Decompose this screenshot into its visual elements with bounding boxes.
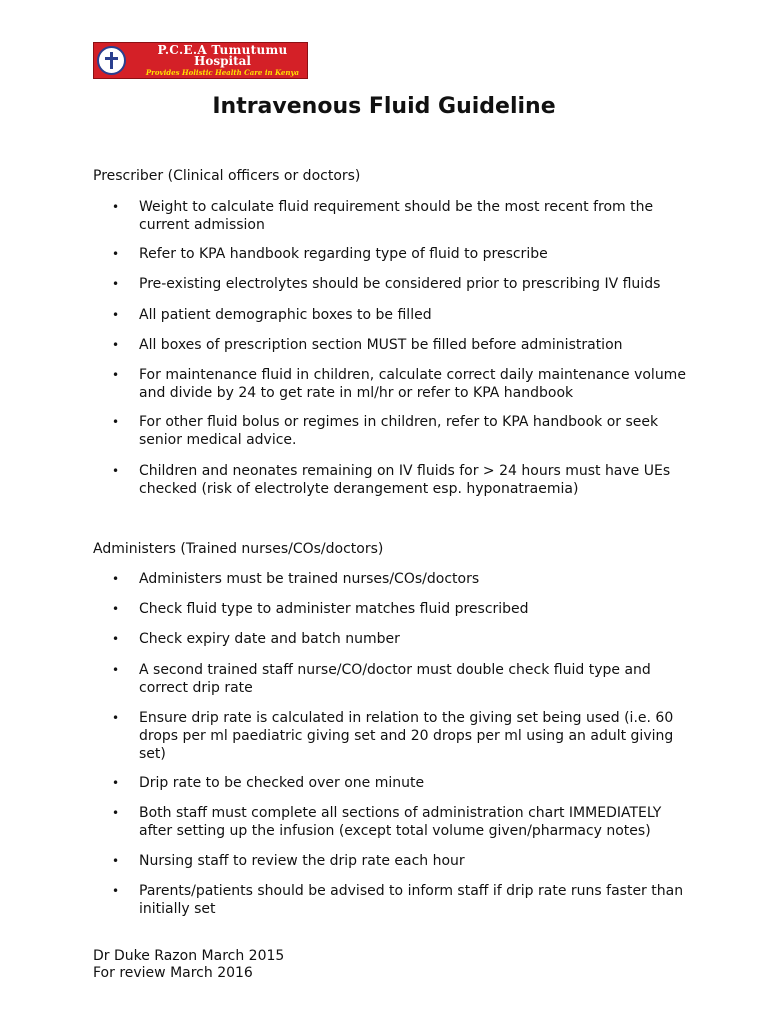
bullet-icon: • — [112, 884, 120, 898]
bullet-icon: • — [112, 338, 120, 352]
bullet-icon: • — [112, 632, 120, 646]
list-item-text: Weight to calculate fluid requirement should be the most recent from the current admission — [139, 199, 654, 233]
list-item-text: All patient demographic boxes to be filled — [139, 307, 432, 323]
bullet-icon: • — [112, 415, 120, 429]
bullet-icon: • — [112, 854, 120, 868]
bullet-icon: • — [112, 247, 120, 261]
document-title: Intravenous Fluid Guideline — [212, 94, 556, 119]
list-item-text: All boxes of prescription section MUST be filled before administration — [139, 337, 623, 353]
logo-tagline: Provides Holistic Health Care in Kenya — [145, 68, 300, 77]
bullet-icon: • — [112, 711, 120, 725]
list-item-text: For maintenance fluid in children, calculate correct daily maintenance volume and divide by 24 to get rate in ml/hr or refer to KPA handbook — [139, 367, 686, 401]
list-item-text: Pre-existing electrolytes should be considered prior to prescribing IV fluids — [139, 276, 661, 292]
logo-name-line1: P.C.E.A Tumutumu — [157, 43, 288, 57]
bullet-icon: • — [112, 464, 120, 478]
list-item-text: Drip rate to be checked over one minute — [139, 775, 425, 791]
bullet-icon: • — [112, 663, 120, 677]
list-item-text: A second trained staff nurse/CO/doctor must double check fluid type and correct drip rate — [139, 662, 651, 696]
footer-review-date: For review March 2016 — [93, 965, 253, 981]
bullet-icon: • — [112, 277, 120, 291]
list-item-text: Both staff must complete all sections of administration chart IMMEDIATELY after setting up the infusion (except total volume given/pharmacy notes) — [139, 805, 662, 839]
bullet-icon: • — [112, 308, 120, 322]
list-item-text: Refer to KPA handbook regarding type of fluid to prescribe — [139, 246, 548, 262]
bullet-icon: • — [112, 602, 120, 616]
bullet-icon: • — [112, 806, 120, 820]
list-item-text: For other fluid bolus or regimes in children, refer to KPA handbook or seek senior medical advice. — [139, 414, 659, 448]
list-item-text: Administers must be trained nurses/COs/doctors — [139, 571, 480, 587]
list-item-text: Nursing staff to review the drip rate each hour — [139, 853, 465, 869]
prescriber-heading: Prescriber (Clinical officers or doctors) — [93, 168, 361, 184]
list-item-text: Parents/patients should be advised to inform staff if drip rate runs faster than initially set — [139, 883, 684, 917]
list-item-text: Ensure drip rate is calculated in relation to the giving set being used (i.e. 60 drops per ml paediatric giving set and 20 drops per ml using an adult giving set) — [139, 710, 674, 762]
bullet-icon: • — [112, 200, 120, 214]
list-item-text: Check expiry date and batch number — [139, 631, 400, 647]
bullet-icon: • — [112, 776, 120, 790]
administers-heading: Administers (Trained nurses/COs/doctors) — [93, 541, 384, 557]
bullet-icon: • — [112, 572, 120, 586]
footer-author: Dr Duke Razon March 2015 — [93, 948, 285, 964]
bullet-icon: • — [112, 368, 120, 382]
list-item-text: Check fluid type to administer matches fluid prescribed — [139, 601, 529, 617]
cross-emblem-icon — [97, 46, 126, 75]
hospital-logo — [93, 42, 308, 79]
list-item-text: Children and neonates remaining on IV fluids for > 24 hours must have UEs checked (risk of electrolyte derangement esp. hyponatraemia) — [139, 463, 671, 497]
logo-name-line2: Hospital — [194, 54, 251, 68]
